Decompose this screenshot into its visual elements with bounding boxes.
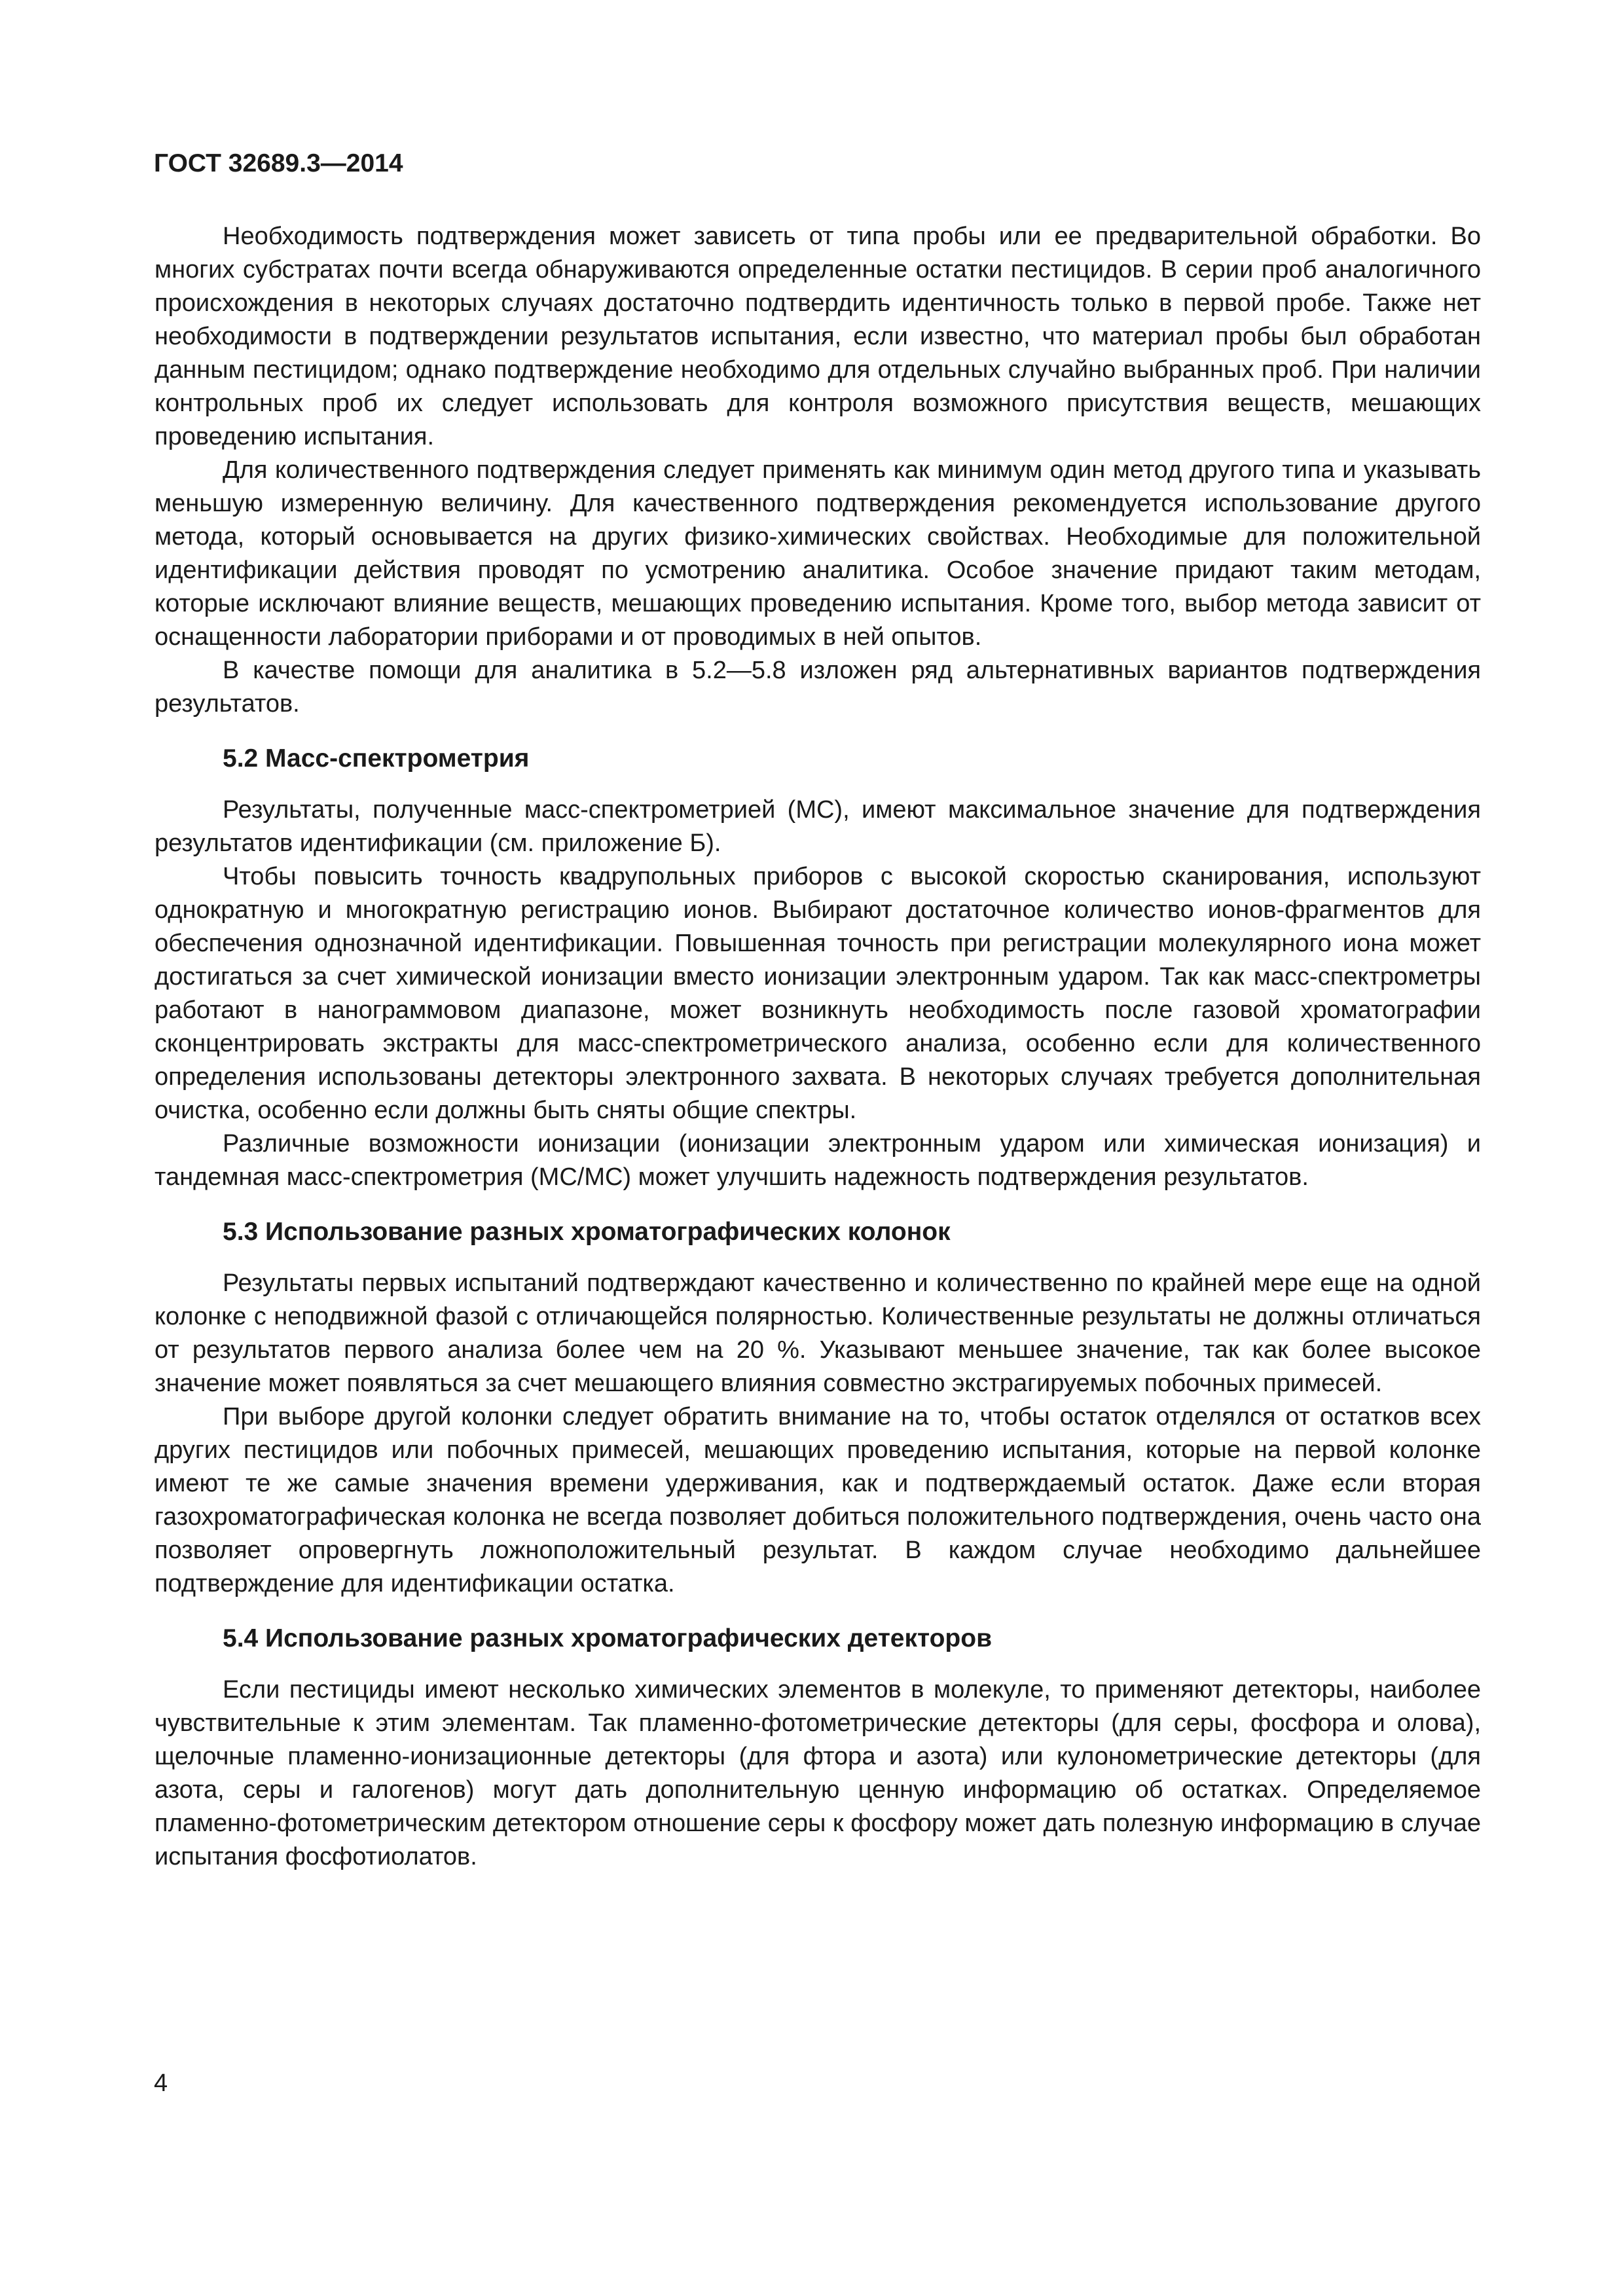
paragraph: Чтобы повысить точность квадрупольных приборов с высокой скоростью сканирования, используют однократную и многократную регистрацию ионов. Выбирают достаточное количество ионов-фрагментов для обеспечения однозначной идентификации. Повышенная точность при регистрации молекулярного иона может достигаться за счет химической ионизации вместо ионизации электронным ударом. Так как масс-спектрометры работают в нанограммовом диапазоне, может возникнуть необходимость после газовой хроматографии сконцентрировать экстракты для масс-спектрометрического анализа, особенно если для количественного определения использованы детекторы электронного захвата. В некоторых случаях требуется дополнительная очистка, особенно если должны быть сняты общие спектры. [155,863,1481,1124]
paragraph: Необходимость подтверждения может зависеть от типа пробы или ее предварительной обработки. Во многих субстратах почти всегда обнаруживаются определенные остатки пестицидов. В серии проб аналогичного происхождения в некоторых случаях достаточно подтвердить идентичность только в первой пробе. Также нет необходимости в подтверждении результатов испытания, если известно, что материал пробы был обработан данным пестицидом; однако подтверждение необходимо для отдельных случайно выбранных проб. При наличии контрольных проб их следует использовать для контроля возможного присутствия веществ, мешающих проведению испытания. [155,223,1481,450]
paragraph: Для количественного подтверждения следует применять как минимум один метод другого типа и указывать меньшую измеренную величину. Для качественного подтверждения рекомендуется использование другого метода, который основывается на других физико-химических свойствах. Необходимые для положительной идентификации действия проводят по усмотрению аналитика. Особое значение придают таким методам, которые исключают влияние веществ, мешающих проведению испытания. Кроме того, выбор метода зависит от оснащенности лаборатории приборами и от проводимых в ней опытов. [155,456,1481,651]
section-5-4 [155,1622,1481,1874]
page-number: 4 [154,2069,168,2097]
paragraph: При выборе другой колонки следует обратить внимание на то, чтобы остаток отделялся от остатков всех других пестицидов или побочных примесей, мешающих проведению испытания, которые на первой колонке имеют те же самые значения времени удерживания, как и подтверждаемый остаток. Даже если вторая газохроматографическая колонка не всегда позволяет добиться положительного подтверждения, очень часто она позволяет опровергнуть ложноположительный результат. В каждом случае необходимо дальнейшее подтверждение для идентификации остатка. [155,1403,1481,1597]
section-heading: 5.2 Масс-спектрометрия [223,744,530,773]
document-body [155,220,1481,1874]
paragraph: Результаты, полученные масс-спектрометрией (МС), имеют максимальное значение для подтверждения результатов идентификации (см. приложение Б). [155,796,1481,857]
paragraph: Результаты первых испытаний подтверждают качественно и количественно по крайней мере еще на одной колонке с неподвижной фазой с отличающейся полярностью. Количественные результаты не должны отличаться от результатов первого анализа более чем на 20 %. Указывают меньшее значение, так как более высокое значение может появляться за счет мешающего влияния совместно экстрагируемых побочных примесей. [155,1269,1481,1397]
paragraph: В качестве помощи для аналитика в 5.2—5.8 изложен ряд альтернативных вариантов подтверждения результатов. [155,657,1481,718]
section-5-3 [155,1215,1481,1601]
section-heading: 5.4 Использование разных хроматографических детекторов [223,1624,993,1652]
section-heading: 5.3 Использование разных хроматографических колонок [223,1218,951,1246]
paragraph: Различные возможности ионизации (ионизации электронным ударом или химическая ионизация) и тандемная масс-спектрометрия (МС/МС) может улучшить надежность подтверждения результатов. [155,1130,1481,1191]
section-5-2 [155,742,1481,1194]
intro-block [155,220,1481,721]
paragraph: Если пестициды имеют несколько химических элементов в молекуле, то применяют детекторы, наиболее чувствительные к этим элементам. Так пламенно-фотометрические детекторы (для серы, фосфора и олова), щелочные пламенно-ионизационные детекторы (для фтора и азота) или кулонометрические детекторы (для азота, серы и галогенов) могут дать дополнительную ценную информацию об остатках. Определяемое пламенно-фотометрическим детектором отношение серы к фосфору может дать полезную информацию в случае испытания фосфотиолатов. [155,1676,1481,1870]
standard-code-header: ГОСТ 32689.3—2014 [154,149,403,177]
